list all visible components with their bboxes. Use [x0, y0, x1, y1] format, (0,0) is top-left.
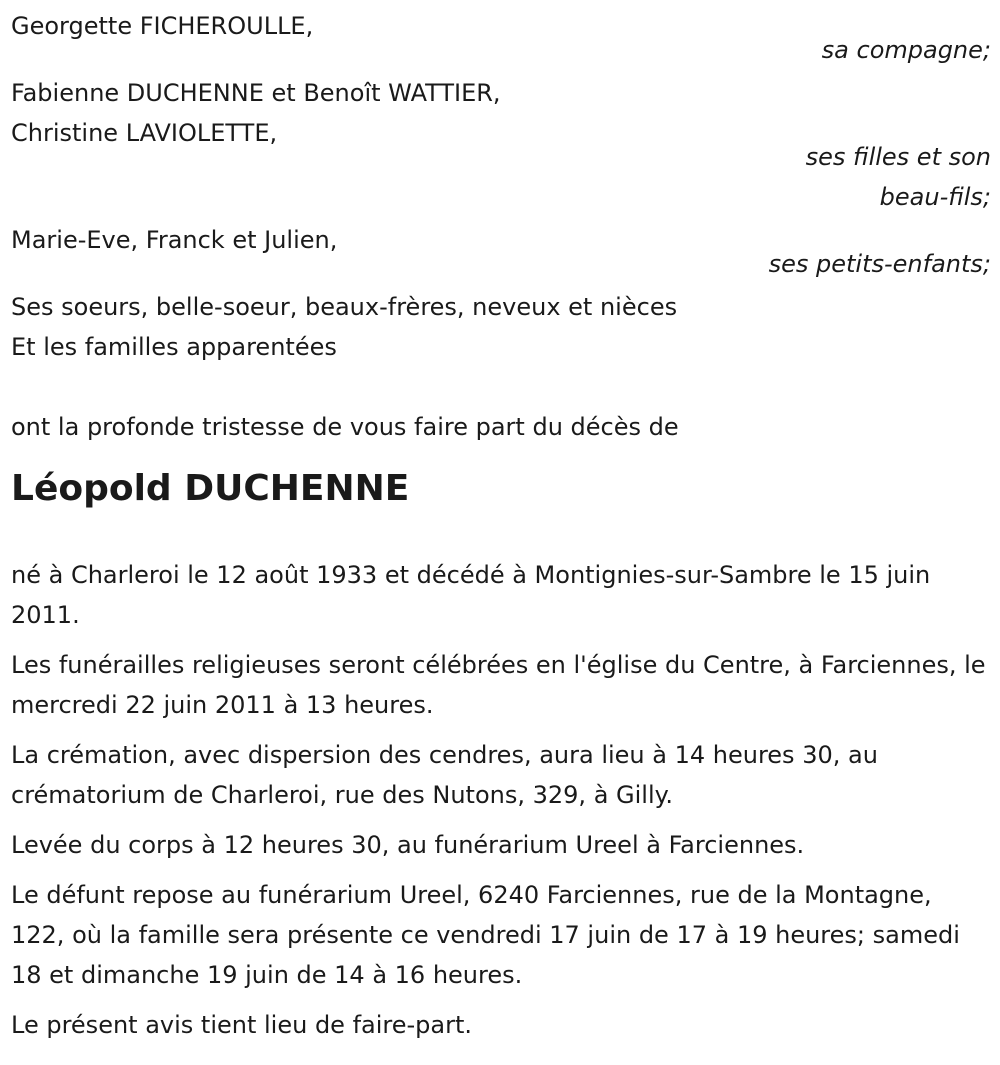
detail-paragraph: Levée du corps à 12 heures 30, au funérarium Ureel à Farciennes.	[11, 831, 805, 859]
death-notice	[11, 6, 991, 1055]
details-block	[11, 555, 991, 1045]
family-member-line: Christine LAVIOLETTE,	[11, 119, 278, 147]
relationship-label: ses filles et son	[805, 143, 991, 171]
detail-paragraph: né à Charleroi le 12 août 1933 et décédé à Montignies-sur-Sambre le 15 juin 2011.	[11, 561, 931, 629]
relationship-label: sa compagne;	[821, 36, 991, 64]
family-group-grandchildren	[11, 220, 991, 284]
family-member-line: Marie-Eve, Franck et Julien,	[11, 226, 338, 254]
deceased-name: Léopold DUCHENNE	[11, 468, 410, 509]
family-member-line: Fabienne DUCHENNE et Benoît WATTIER,	[11, 79, 501, 107]
detail-paragraph: Le présent avis tient lieu de faire-part.	[11, 1011, 473, 1039]
family-group-children	[11, 73, 991, 217]
relatives-line: Et les familles apparentées	[11, 333, 337, 361]
relationship-label: ses petits-enfants;	[768, 250, 991, 278]
announcement-text: ont la profonde tristesse de vous faire part du décès de	[11, 413, 679, 441]
detail-paragraph: Le défunt repose au funérarium Ureel, 6240 Farciennes, rue de la Montagne, 122, où la famille sera présente ce vendredi 17 juin de 17 à 19 heures; samedi 18 et dimanche 19 juin de 14 à 16 heures.	[11, 881, 960, 989]
relatives-line: Ses soeurs, belle-soeur, beaux-frères, neveux et nièces	[11, 293, 678, 321]
family-group-partner	[11, 6, 991, 70]
relatives-block	[11, 287, 991, 367]
detail-paragraph: La crémation, avec dispersion des cendres, aura lieu à 14 heures 30, au crématorium de Charleroi, rue des Nutons, 329, à Gilly.	[11, 741, 878, 809]
family-member-line: Georgette FICHEROULLE,	[11, 12, 314, 40]
relationship-label: beau-fils;	[879, 183, 991, 211]
detail-paragraph: Les funérailles religieuses seront célébrées en l'église du Centre, à Farciennes, le mercredi 22 juin 2011 à 13 heures.	[11, 651, 986, 719]
